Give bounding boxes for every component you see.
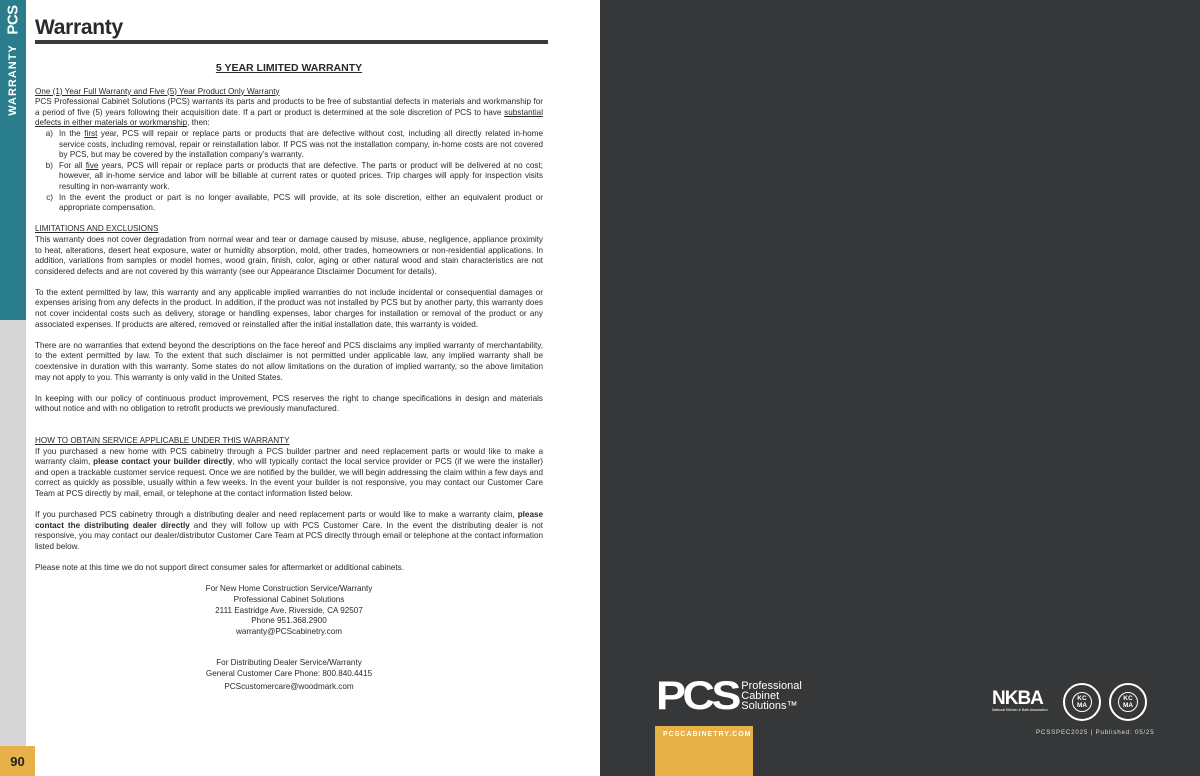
warranty-intro: PCS Professional Cabinet Solutions (PCS) warrants its parts and products to be free of substantial defects in materials and workmanship for a period of five (5) years following their acquisition date. If a part or product is determined at the sole discretion of PCS to have substantial defects in either materials or workmanship, then: (35, 97, 543, 128)
limitations-subtitle: LIMITATIONS AND EXCLUSIONS (35, 224, 159, 234)
page-number: 90 (0, 746, 35, 776)
nkba-logo: NKBA National Kitchen & Bath Association (992, 688, 1048, 712)
kcma-environmental-seal-icon: KC MA (1109, 683, 1147, 721)
contact-company: Professional Cabinet Solutions (233, 594, 345, 604)
note-paragraph: Please note at this time we do not support direct consumer sales for aftermarket or additional cabinets. (35, 563, 404, 573)
contact-address: 2111 Eastridge Ave. Riverside, CA 92507 (215, 605, 363, 615)
contact-email[interactable]: warranty@PCScabinetry.com (235, 626, 343, 636)
list-item: b) For all five years, PCS will repair or replace parts or products that are defective. The parts or product will be delivered at no cost; however, all in-home service and labor will be billable at current rates or quoted prices. Trip charges will apply for inspection visits resulting in non-warranty work. (45, 160, 544, 191)
sidebar-strip (0, 320, 26, 746)
improvement-paragraph: In keeping with our policy of continuous product improvement, PCS reserves the right to change specifications in design and materials without notice and with no obligation to retrofit products we previously manufactured. (35, 393, 543, 414)
website-link[interactable]: PCSCABINETRY.COM (655, 726, 753, 776)
builder-paragraph: If you purchased a new home with PCS cabinetry through a PCS builder partner and need replacement parts or would like to make a warranty claim, please contact your builder directly, who will typically contact the local service provider or PCS (if we were the installer) and open a trackable customer service request. Once we are notified by the builder, we will begin addressing the claim within a few days and correct as quickly as possible, usually within a few weeks. In the event your builder is not responsive, you may contact our Customer Care Team at PCS directly by mail, email, or telephone at the contact information listed below. (35, 446, 543, 498)
warranty-subtitle: One (1) Year Full Warranty and Five (5) Year Product Only Warranty (35, 86, 280, 96)
pcs-logo: PCS Professional Cabinet Solutions™ (656, 674, 802, 718)
limitations-paragraph: This warranty does not cover degradation from normal wear and tear or damage caused by misuse, abuse, negligence, appliance proximity to heat, alterations, desert heat exposure, water or humidity absorption, mold, other trades, homeowners or non-residential applications. In addition, variations from samples or model homes, wood grain, finish, color, aging or other natural wood and stain characteristics are not considered defects and are not covered by this warranty (see our Appearance Disclaimer Document for details). (35, 234, 543, 276)
sidebar-tab: PCS WARRANTY (0, 0, 26, 320)
brand-panel (600, 0, 1200, 776)
disclaimer-paragraph: There are no warranties that extend beyond the descriptions on the face hereof and PCS disclaims any implied warranty of merchantability, to the extent permitted by law. To the extent that such disclaimer is not permitted under applicable law, any implied warranty shall be coextensive in duration with this warranty. Some states do not allow limitations on the duration of implied warranty, so the above limitation may not apply to you. This warranty is only valid in the United States. (35, 340, 543, 382)
title-divider (35, 40, 548, 44)
page-title: Warranty (35, 16, 123, 39)
kcma-quality-seal-icon: KC MA (1063, 683, 1101, 721)
list-item: c) In the event the product or part is no longer available, PCS will provide, at its sole discretion, either an equivalent product or appropriate compensation. (46, 192, 543, 213)
dealer-contact-phone: General Customer Care Phone: 800.840.4415 (205, 668, 373, 678)
dealer-contact-email[interactable]: PCScustomercare@woodmark.com (224, 682, 354, 692)
publication-info: PCSSPEC2025 | Published: 05/25 (1036, 729, 1155, 736)
dealer-contact-heading: For Distributing Dealer Service/Warranty (216, 658, 362, 668)
service-subtitle: HOW TO OBTAIN SERVICE APPLICABLE UNDER THIS WARRANTY (35, 436, 290, 445)
warranty-heading: 5 YEAR LIMITED WARRANTY (215, 62, 363, 74)
dealer-paragraph: If you purchased PCS cabinetry through a distributing dealer and need replacement parts or would like to make a warranty claim, please contact the distributing dealer directly and they will follow up with PCS Customer Care. In the event the distributing dealer is not responsive, you may contact our dealer/distributor Customer Care Team at PCS directly through email or telephone at the contact information listed below. (35, 510, 543, 551)
warranty-text (35, 63, 543, 693)
damages-paragraph: To the extent permitted by law, this warranty and any applicable implied warranties do not include incidental or consequential damages or expenses arising from any defects in the product. In addition, if the product was not installed by PCS but by another party, this warranty does not cover incidental costs such as delivery, storage or handling expenses, labor charges for installation or removal of the product or any associated expenses. If products are altered, removed or reinstalled after the initial installation date, this warranty is voided. (35, 287, 543, 329)
list-item: a) In the first year, PCS will repair or replace parts or products that are defective without cost, including all directly related in-home service costs, including removal, repair or reinstallation labor. If PCS was not the installation company, in-home costs are not covered by PCS, but may be covered by the installation company’s warranty. (45, 128, 543, 160)
contact-phone: Phone 951.368.2900 (251, 616, 327, 626)
contact-heading: For New Home Construction Service/Warranty (205, 584, 373, 594)
